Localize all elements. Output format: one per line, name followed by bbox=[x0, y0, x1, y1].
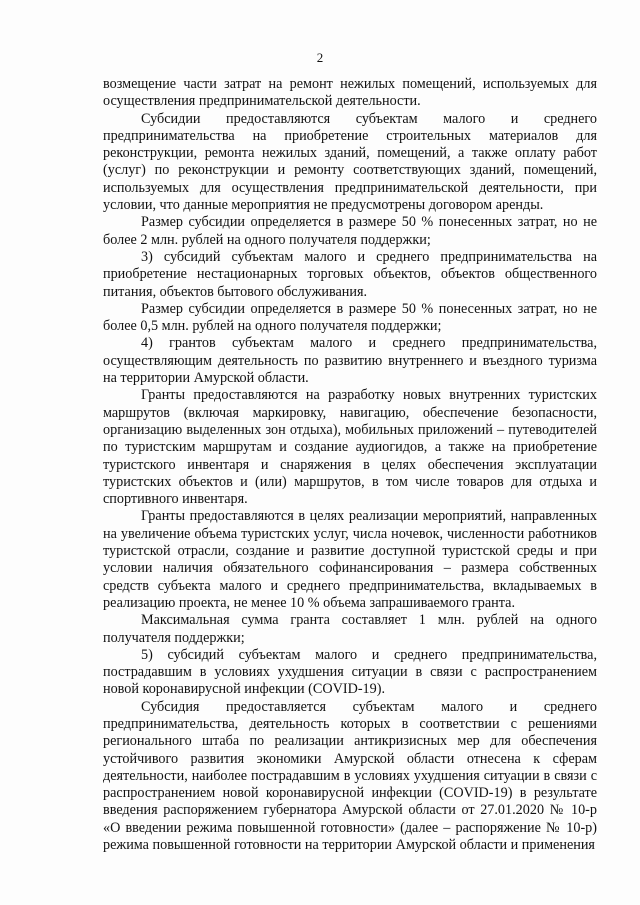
paragraph: Субсидии предоставляются субъектам малого и среднего предпринимательства на приобретение строительных материалов для реконструкции, ремонта нежилых зданий, помещений, а также оплату работ (услуг) по реконструкции и ремонту соответствующих зданий, помещений, используемых для осуществления предпринимательской деятельности, при условии, что данные мероприятия не предусмотрены договором аренды. bbox=[103, 110, 597, 214]
paragraph: Гранты предоставляются на разработку новых внутренних туристских маршрутов (включая маркировку, навигацию, обеспечение безопасности, организацию выделенных зон отдыха), мобильных приложений – путеводителей по туристским маршрутам и создание аудиогидов, а также на приобретение туристского инвентаря и снаряжения в целях обеспечения эксплуатации туристских объектов и (или) маршрутов, в том числе товаров для отдыха и спортивного инвентаря. bbox=[103, 387, 597, 508]
paragraph: Размер субсидии определяется в размере 50 % понесенных затрат, но не более 0,5 млн. рублей на одного получателя поддержки; bbox=[103, 300, 597, 335]
paragraph: возмещение части затрат на ремонт нежилых помещений, используемых для осуществления предпринимательской деятельности. bbox=[103, 76, 597, 110]
paragraph: Размер субсидии определяется в размере 50 % понесенных затрат, но не более 2 млн. рублей на одного получателя поддержки; bbox=[103, 214, 597, 248]
paragraph: Максимальная сумма гранта составляет 1 млн. рублей на одного получателя поддержки; bbox=[103, 612, 597, 646]
paragraph: Гранты предоставляются в целях реализации мероприятий, направленных на увеличение объема туристских услуг, числа ночевок, численности работников туристской отрасли, создание и развитие доступной туристской среды и при условии наличия обязательного софинансирования – размера собственных средств субъекта малого и среднего предпринимательства, вкладываемых в реализацию проекта, не менее 10 % объема запрашиваемого гранта. bbox=[103, 508, 597, 611]
page-number: 2 bbox=[316, 50, 324, 65]
document-body bbox=[103, 76, 597, 854]
paragraph: 5) субсидий субъектам малого и среднего предпринимательства, пострадавшим в условиях ухудшения ситуации в связи с распространением новой коронавирусной инфекции (COVID-19). bbox=[103, 646, 597, 698]
paragraph: 3) субсидий субъектам малого и среднего предпринимательства на приобретение нестационарных торговых объектов, объектов общественного питания, объектов бытового обслуживания. bbox=[103, 248, 597, 300]
paragraph: 4) грантов субъектам малого и среднего предпринимательства, осуществляющим деятельность по развитию внутреннего и въездного туризма на территории Амурской области. bbox=[103, 335, 597, 387]
paragraph: Субсидия предоставляется субъектам малого и среднего предпринимательства, деятельность которых в соответствии с решениями регионального штаба по реализации антикризисных мер для обеспечения устойчивого развития экономики Амурской области отнесена к сферам деятельности, наиболее пострадавшим в условиях ухудшения ситуации в связи с распространением новой коронавирусной инфекции (COVID-19) в результате введения распоряжением губернатора Амурской области от 27.01.2020 № 10-р «О введении режима повышенной готовности» (далее – распоряжение № 10-р) режима повышенной готовности на территории Амурской области и применения bbox=[103, 698, 597, 854]
